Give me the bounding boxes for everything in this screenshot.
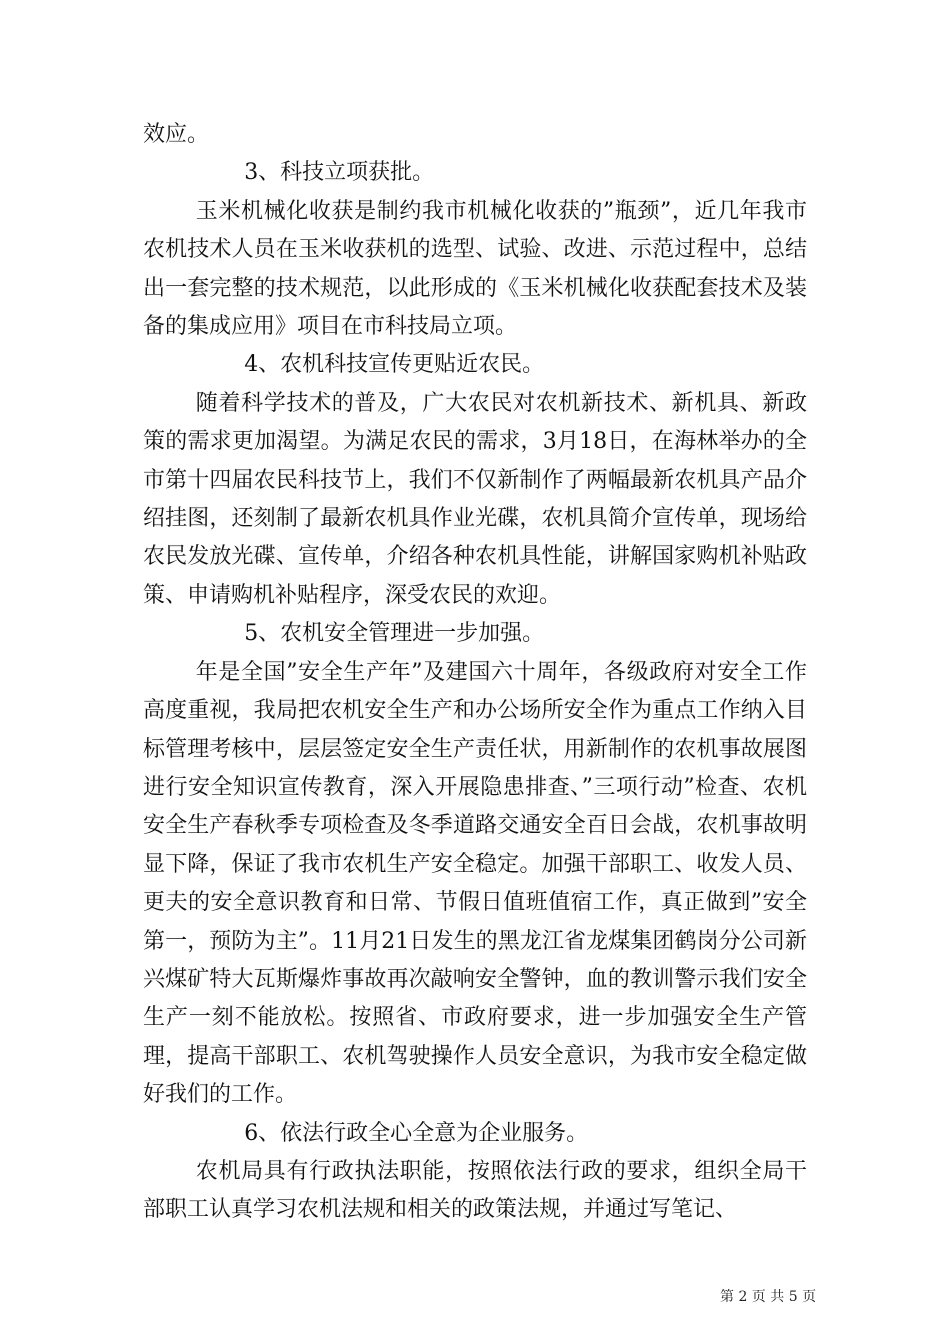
section-heading-4: 4、农机科技宣传更贴近农民。 xyxy=(244,352,545,378)
paragraph-continuation: 效应。 xyxy=(143,122,210,147)
paragraph-safety-management: 年是全国”安全生产年”及建国六十周年，各级政府对安全工作高度重视，我局把农机安全生产和办公场所安全作为重点工作纳入目标管理考核中，层层签定安全生产责任状，用新制作的农机事故展图进行安全知识宣传教育，深入开展隐患排查、”三项行动”检查、农机安全生产春秋季专项检查及冬季道路交通安全百日会战，农机事故明显下降，保证了我市农机生产安全稳定。加强干部职工、收发人员、更夫的安全意识教育和日常、节假日值班值宿工作，真正做到”安全第一，预防为主”。11月21日发生的黑龙江省龙煤集团鹤岗分公司新兴煤矿特大瓦斯爆炸事故再次敲响安全警钟，血的教训警示我们安全生产一刻不能放松。按照省、市政府要求，进一步加强安全生产管理，提高干部职工、农机驾驶操作人员安全意识，为我市安全稳定做好我们的工作。 xyxy=(143,659,807,1108)
paragraph-tech-project: 玉米机械化收获是制约我市机械化收获的”瓶颈”，近几年我市农机技术人员在玉米收获机的选型、试验、改进、示范过程中，总结出一套完整的技术规范，以此形成的《玉米机械化收获配套技术及装备的集成应用》项目在市科技局立项。 xyxy=(143,198,807,340)
section-heading-6: 6、依法行政全心全意为企业服务。 xyxy=(244,1120,589,1146)
paragraph-law-enforcement: 农机局具有行政执法职能，按照依法行政的要求，组织全局干部职工认真学习农机法规和相关的政策法规，并通过写笔记、 xyxy=(143,1158,807,1223)
paragraph-tech-publicity: 随着科学技术的普及，广大农民对农机新技术、新机具、新政策的需求更加渴望。为满足农民的需求，3月18日，在海林举办的全市第十四届农民科技节上，我们不仅新制作了两幅最新农机具产品介绍挂图，还刻制了最新农机具作业光碟，农机具简介宣传单，现场给农民发放光碟、宣传单，介绍各种农机具性能，讲解国家购机补贴政策、申请购机补贴程序，深受农民的欢迎。 xyxy=(143,390,807,608)
section-heading-5: 5、农机安全管理进一步加强。 xyxy=(244,621,545,647)
document-body xyxy=(143,116,807,1230)
section-heading-3: 3、科技立项获批。 xyxy=(244,160,435,186)
page-number-footer: 第 2 页 共 5 页 xyxy=(720,1289,817,1305)
